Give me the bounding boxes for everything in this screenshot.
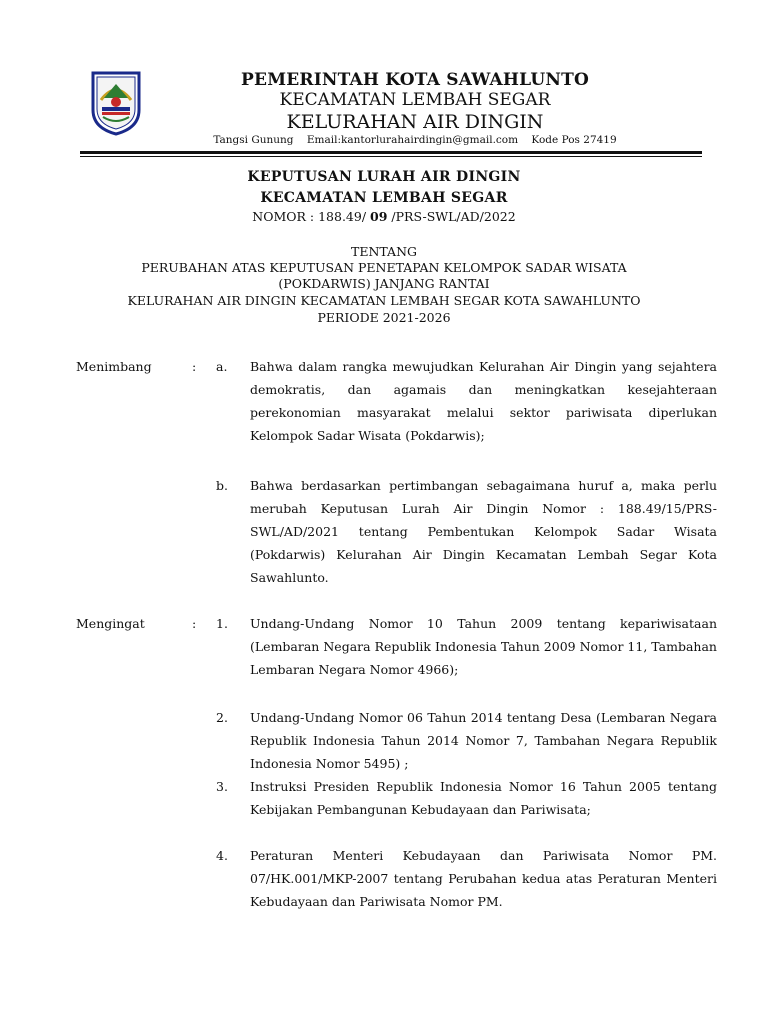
list-item-text: Peraturan Menteri Kebudayaan dan Pariwisata Nomor PM. 07/HK.001/MKP-2007 tentang Perubahan kedua atas Peraturan Menteri Kebudayaan dan Pariwisata Nomor PM. bbox=[250, 848, 717, 909]
subject-line: KELURAHAN AIR DINGIN KECAMATAN LEMBAH SEGAR KOTA SAWAHLUNTO bbox=[127, 293, 641, 308]
list-marker: b. bbox=[216, 478, 228, 493]
list-item-text: Bahwa dalam rangka mewujudkan Kelurahan Air Dingin yang sejahtera demokratis, dan agamais dan meningkatkan kesejahteraan perekonomian masyarakat melalui sektor pariwisata diperlukan Kelompok Sadar Wisata (Pokdarwis); bbox=[250, 359, 717, 443]
list-marker: 3. bbox=[216, 779, 228, 794]
decree-title-district: KECAMATAN LEMBAH SEGAR bbox=[260, 190, 508, 206]
list-marker: a. bbox=[216, 359, 228, 374]
menimbang-label: Menimbang bbox=[76, 359, 152, 374]
decree-title: KEPUTUSAN LURAH AIR DINGIN bbox=[247, 169, 521, 185]
decree-number bbox=[60, 209, 708, 224]
menimbang-colon: : bbox=[192, 359, 197, 374]
letterhead-district: KECAMATAN LEMBAH SEGAR bbox=[279, 90, 551, 110]
mengingat-colon: : bbox=[192, 616, 197, 631]
decree-number-bold: 09 bbox=[370, 209, 388, 224]
subject-line: (POKDARWIS) JANJANG RANTAI bbox=[278, 276, 490, 291]
list-item-text: Bahwa berdasarkan pertimbangan sebagaimana huruf a, maka perlu merubah Keputusan Lurah Air Dingin Nomor : 188.49/15/PRS-SWL/AD/2021 tentang Pembentukan Kelompok Sadar Wisata (Pokdarwis) Kelurahan Air Dingin Kecamatan Lembah Segar Kota Sawahlunto. bbox=[250, 478, 717, 585]
mengingat-label: Mengingat bbox=[76, 616, 145, 631]
letterhead-rule-thin bbox=[80, 156, 702, 157]
subject-line: PERUBAHAN ATAS KEPUTUSAN PENETAPAN KELOMPOK SADAR WISATA bbox=[141, 260, 627, 275]
list-item-text: Instruksi Presiden Republik Indonesia Nomor 16 Tahun 2005 tentang Kebijakan Pembangunan Kebudayaan dan Pariwisata; bbox=[250, 779, 717, 817]
letterhead-contact bbox=[150, 134, 680, 146]
sawahlunto-coat-of-arms-icon bbox=[90, 70, 142, 136]
letterhead-address: Tangsi Gunung bbox=[213, 134, 294, 146]
list-marker: 2. bbox=[216, 710, 228, 725]
letterhead-postal-code: Kode Pos 27419 bbox=[531, 134, 617, 146]
list-item-text: Undang-Undang Nomor 10 Tahun 2009 tentang kepariwisataan (Lembaran Negara Republik Indonesia Tahun 2009 Nomor 11, Tambahan Lembaran Negara Nomor 4966); bbox=[250, 616, 717, 677]
letterhead-email: Email:kantorlurahairdingin@gmail.com bbox=[306, 134, 519, 146]
decree-number-suffix: /PRS-SWL/AD/2022 bbox=[391, 209, 516, 224]
list-marker: 4. bbox=[216, 848, 228, 863]
letterhead-rule-thick bbox=[80, 151, 702, 154]
subject-line: PERIODE 2021-2026 bbox=[317, 310, 451, 325]
letterhead-government: PEMERINTAH KOTA SAWAHLUNTO bbox=[241, 70, 589, 90]
decree-number-prefix: NOMOR : 188.49/ bbox=[252, 209, 367, 224]
letterhead-village: KELURAHAN AIR DINGIN bbox=[286, 111, 544, 133]
list-marker: 1. bbox=[216, 616, 228, 631]
subject-heading: TENTANG bbox=[350, 244, 417, 259]
list-item-text: Undang-Undang Nomor 06 Tahun 2014 tentang Desa (Lembaran Negara Republik Indonesia Tahun 2014 Nomor 7, Tambahan Negara Republik Indonesia Nomor 5495) ; bbox=[250, 710, 717, 771]
